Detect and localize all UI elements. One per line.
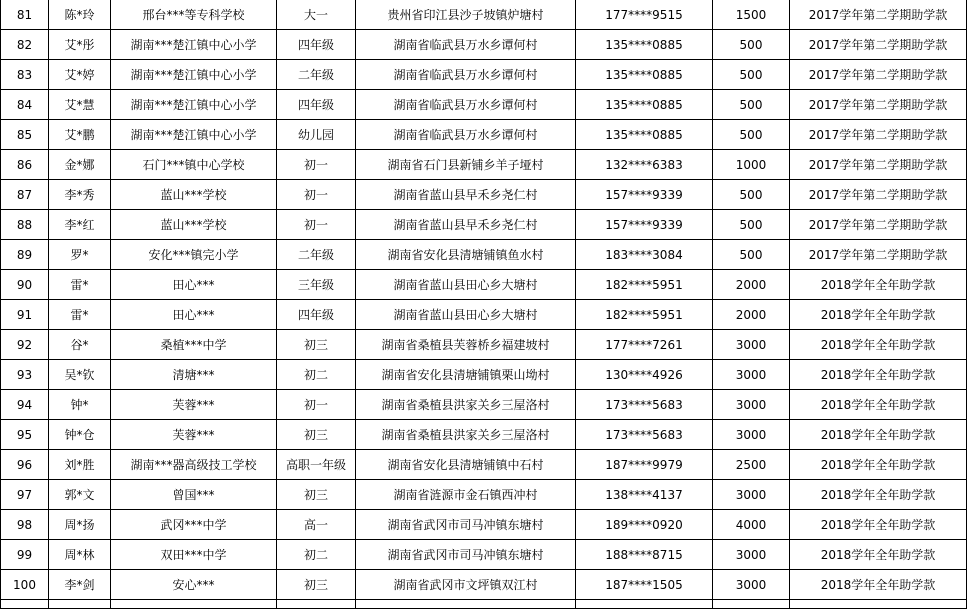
student-name-cell: 陈*玲: [49, 0, 111, 30]
row-number-cell: 96: [1, 450, 49, 480]
address-cell: 湖南省安化县清塘铺镇鱼水村: [356, 240, 576, 270]
address-cell: 贵州省印江县沙子坡镇炉塘村: [356, 0, 576, 30]
phone-cell: 173****5683: [576, 390, 713, 420]
student-name-cell: 吴*钦: [49, 360, 111, 390]
table-row: [1, 0, 967, 30]
address-cell: 湖南省安化县清塘铺镇栗山坳村: [356, 360, 576, 390]
grade-cell: 四年级: [277, 90, 356, 120]
grade-cell: 初三: [277, 480, 356, 510]
phone-cell: 157****9339: [576, 210, 713, 240]
row-number-cell: 99: [1, 540, 49, 570]
fund-period-cell: 2018学年全年助学款: [790, 420, 967, 450]
student-name-cell: 艾*彤: [49, 30, 111, 60]
school-cell: 蓝山***学校: [111, 180, 277, 210]
student-name-cell: 钟*仓: [49, 420, 111, 450]
table-row: [1, 270, 967, 300]
table-row: [1, 90, 967, 120]
grade-cell: 初三: [277, 570, 356, 600]
amount-cell: 500: [713, 60, 790, 90]
amount-cell: 4000: [713, 510, 790, 540]
grade-cell: 幼儿园: [277, 120, 356, 150]
grade-cell: 初二: [277, 360, 356, 390]
address-cell: 湖南省武冈市文坪镇双江村: [356, 570, 576, 600]
student-name-cell: 周*林: [49, 540, 111, 570]
row-number-cell: 90: [1, 270, 49, 300]
row-number-cell: 85: [1, 120, 49, 150]
address-cell: 湖南省石门县新铺乡羊子垭村: [356, 150, 576, 180]
fund-period-cell: 2017学年第二学期助学款: [790, 0, 967, 30]
row-number-cell: 91: [1, 300, 49, 330]
table-row: [1, 450, 967, 480]
row-number-cell: 95: [1, 420, 49, 450]
fund-period-cell: [790, 600, 967, 609]
phone-cell: 187****1505: [576, 570, 713, 600]
table-row: [1, 210, 967, 240]
student-name-cell: 李*秀: [49, 180, 111, 210]
grade-cell: 初一: [277, 210, 356, 240]
table-row: [1, 300, 967, 330]
fund-period-cell: 2018学年全年助学款: [790, 390, 967, 420]
school-cell: 湖南***楚江镇中心小学: [111, 90, 277, 120]
table-row: [1, 180, 967, 210]
table-row: [1, 360, 967, 390]
grade-cell: [277, 600, 356, 609]
student-name-cell: 钟*: [49, 390, 111, 420]
amount-cell: 3000: [713, 480, 790, 510]
address-cell: 湖南省桑植县洪家关乡三屋洛村: [356, 420, 576, 450]
school-cell: 曾国***: [111, 480, 277, 510]
grade-cell: 四年级: [277, 300, 356, 330]
row-number-cell: 100: [1, 570, 49, 600]
row-number-cell: 86: [1, 150, 49, 180]
fund-period-cell: 2017学年第二学期助学款: [790, 60, 967, 90]
fund-period-cell: 2018学年全年助学款: [790, 480, 967, 510]
student-name-cell: 罗*: [49, 240, 111, 270]
phone-cell: 132****6383: [576, 150, 713, 180]
amount-cell: 500: [713, 30, 790, 60]
address-cell: 湖南省蓝山县田心乡大塘村: [356, 270, 576, 300]
row-number-cell: 87: [1, 180, 49, 210]
table-row: [1, 240, 967, 270]
phone-cell: 189****0920: [576, 510, 713, 540]
grade-cell: 二年级: [277, 60, 356, 90]
amount-cell: 500: [713, 120, 790, 150]
address-cell: 湖南省桑植县洪家关乡三屋洛村: [356, 390, 576, 420]
table-body: [1, 0, 967, 609]
address-cell: 湖南省武冈市司马冲镇东塘村: [356, 540, 576, 570]
student-name-cell: 艾*婷: [49, 60, 111, 90]
phone-cell: 183****3084: [576, 240, 713, 270]
phone-cell: 130****4926: [576, 360, 713, 390]
phone-cell: 188****8715: [576, 540, 713, 570]
table-row: [1, 570, 967, 600]
school-cell: 芙蓉***: [111, 390, 277, 420]
student-name-cell: 雷*: [49, 300, 111, 330]
school-cell: 安化***镇完小学: [111, 240, 277, 270]
table-row: [1, 540, 967, 570]
grade-cell: 初二: [277, 540, 356, 570]
student-name-cell: [49, 600, 111, 609]
phone-cell: 135****0885: [576, 30, 713, 60]
fund-period-cell: 2017学年第二学期助学款: [790, 180, 967, 210]
school-cell: 安心***: [111, 570, 277, 600]
row-number-cell: 89: [1, 240, 49, 270]
table-row: [1, 420, 967, 450]
row-number-cell: [1, 600, 49, 609]
student-name-cell: 李*剑: [49, 570, 111, 600]
row-number-cell: 92: [1, 330, 49, 360]
amount-cell: 3000: [713, 390, 790, 420]
phone-cell: 182****5951: [576, 270, 713, 300]
phone-cell: [576, 600, 713, 609]
school-cell: 桑植***中学: [111, 330, 277, 360]
fund-period-cell: 2017学年第二学期助学款: [790, 150, 967, 180]
fund-period-cell: 2017学年第二学期助学款: [790, 30, 967, 60]
fund-period-cell: 2018学年全年助学款: [790, 270, 967, 300]
amount-cell: 2000: [713, 270, 790, 300]
amount-cell: 500: [713, 180, 790, 210]
amount-cell: 500: [713, 210, 790, 240]
grade-cell: 初一: [277, 390, 356, 420]
phone-cell: 177****7261: [576, 330, 713, 360]
school-cell: 武冈***中学: [111, 510, 277, 540]
grade-cell: 大一: [277, 0, 356, 30]
table-row: [1, 480, 967, 510]
fund-period-cell: 2017学年第二学期助学款: [790, 90, 967, 120]
fund-period-cell: 2018学年全年助学款: [790, 450, 967, 480]
school-cell: 双田***中学: [111, 540, 277, 570]
grade-cell: 四年级: [277, 30, 356, 60]
student-name-cell: 雷*: [49, 270, 111, 300]
grade-cell: 高职一年级: [277, 450, 356, 480]
amount-cell: 3000: [713, 360, 790, 390]
table-row: [1, 390, 967, 420]
student-name-cell: 郭*文: [49, 480, 111, 510]
table-row: [1, 30, 967, 60]
address-cell: 湖南省武冈市司马冲镇东塘村: [356, 510, 576, 540]
school-cell: 邢台***等专科学校: [111, 0, 277, 30]
school-cell: 芙蓉***: [111, 420, 277, 450]
phone-cell: 187****9979: [576, 450, 713, 480]
student-name-cell: 艾*鹏: [49, 120, 111, 150]
row-number-cell: 82: [1, 30, 49, 60]
school-cell: 田心***: [111, 270, 277, 300]
school-cell: 湖南***楚江镇中心小学: [111, 120, 277, 150]
address-cell: 湖南省蓝山县早禾乡尧仁村: [356, 180, 576, 210]
grade-cell: 三年级: [277, 270, 356, 300]
school-cell: 湖南***楚江镇中心小学: [111, 60, 277, 90]
address-cell: [356, 600, 576, 609]
phone-cell: 157****9339: [576, 180, 713, 210]
amount-cell: 1500: [713, 0, 790, 30]
school-cell: 蓝山***学校: [111, 210, 277, 240]
grade-cell: 高一: [277, 510, 356, 540]
table-row: [1, 60, 967, 90]
amount-cell: 500: [713, 240, 790, 270]
row-number-cell: 83: [1, 60, 49, 90]
address-cell: 湖南省桑植县芙蓉桥乡福建坡村: [356, 330, 576, 360]
amount-cell: 3000: [713, 420, 790, 450]
address-cell: 湖南省临武县万水乡谭何村: [356, 60, 576, 90]
row-number-cell: 97: [1, 480, 49, 510]
fund-period-cell: 2017学年第二学期助学款: [790, 120, 967, 150]
address-cell: 湖南省蓝山县早禾乡尧仁村: [356, 210, 576, 240]
student-name-cell: 金*娜: [49, 150, 111, 180]
phone-cell: 135****0885: [576, 120, 713, 150]
row-number-cell: 81: [1, 0, 49, 30]
amount-cell: 2500: [713, 450, 790, 480]
fund-period-cell: 2018学年全年助学款: [790, 330, 967, 360]
phone-cell: 135****0885: [576, 60, 713, 90]
student-name-cell: 周*扬: [49, 510, 111, 540]
table-row: [1, 330, 967, 360]
student-name-cell: 谷*: [49, 330, 111, 360]
grade-cell: 初三: [277, 420, 356, 450]
fund-period-cell: 2018学年全年助学款: [790, 570, 967, 600]
address-cell: 湖南省涟源市金石镇西冲村: [356, 480, 576, 510]
fund-period-cell: 2017学年第二学期助学款: [790, 240, 967, 270]
amount-cell: 1000: [713, 150, 790, 180]
address-cell: 湖南省临武县万水乡谭何村: [356, 30, 576, 60]
amount-cell: 500: [713, 90, 790, 120]
amount-cell: [713, 600, 790, 609]
row-number-cell: 93: [1, 360, 49, 390]
phone-cell: 177****9515: [576, 0, 713, 30]
student-name-cell: 刘*胜: [49, 450, 111, 480]
grade-cell: 初一: [277, 150, 356, 180]
table-row-partial: [1, 600, 967, 609]
row-number-cell: 98: [1, 510, 49, 540]
row-number-cell: 94: [1, 390, 49, 420]
address-cell: 湖南省临武县万水乡谭何村: [356, 120, 576, 150]
fund-period-cell: 2017学年第二学期助学款: [790, 210, 967, 240]
address-cell: 湖南省蓝山县田心乡大塘村: [356, 300, 576, 330]
amount-cell: 3000: [713, 330, 790, 360]
row-number-cell: 88: [1, 210, 49, 240]
amount-cell: 2000: [713, 300, 790, 330]
amount-cell: 3000: [713, 570, 790, 600]
school-cell: 石门***镇中心学校: [111, 150, 277, 180]
address-cell: 湖南省临武县万水乡谭何村: [356, 90, 576, 120]
school-cell: 田心***: [111, 300, 277, 330]
address-cell: 湖南省安化县清塘铺镇中石村: [356, 450, 576, 480]
school-cell: 湖南***楚江镇中心小学: [111, 30, 277, 60]
phone-cell: 135****0885: [576, 90, 713, 120]
fund-period-cell: 2018学年全年助学款: [790, 510, 967, 540]
fund-period-cell: 2018学年全年助学款: [790, 300, 967, 330]
phone-cell: 138****4137: [576, 480, 713, 510]
school-cell: [111, 600, 277, 609]
student-name-cell: 李*红: [49, 210, 111, 240]
phone-cell: 182****5951: [576, 300, 713, 330]
grade-cell: 初三: [277, 330, 356, 360]
fund-period-cell: 2018学年全年助学款: [790, 360, 967, 390]
phone-cell: 173****5683: [576, 420, 713, 450]
school-cell: 清塘***: [111, 360, 277, 390]
amount-cell: 3000: [713, 540, 790, 570]
grade-cell: 初一: [277, 180, 356, 210]
table-row: [1, 120, 967, 150]
student-name-cell: 艾*慧: [49, 90, 111, 120]
table-row: [1, 510, 967, 540]
row-number-cell: 84: [1, 90, 49, 120]
table-row: [1, 150, 967, 180]
school-cell: 湖南***器高级技工学校: [111, 450, 277, 480]
grade-cell: 二年级: [277, 240, 356, 270]
fund-period-cell: 2018学年全年助学款: [790, 540, 967, 570]
